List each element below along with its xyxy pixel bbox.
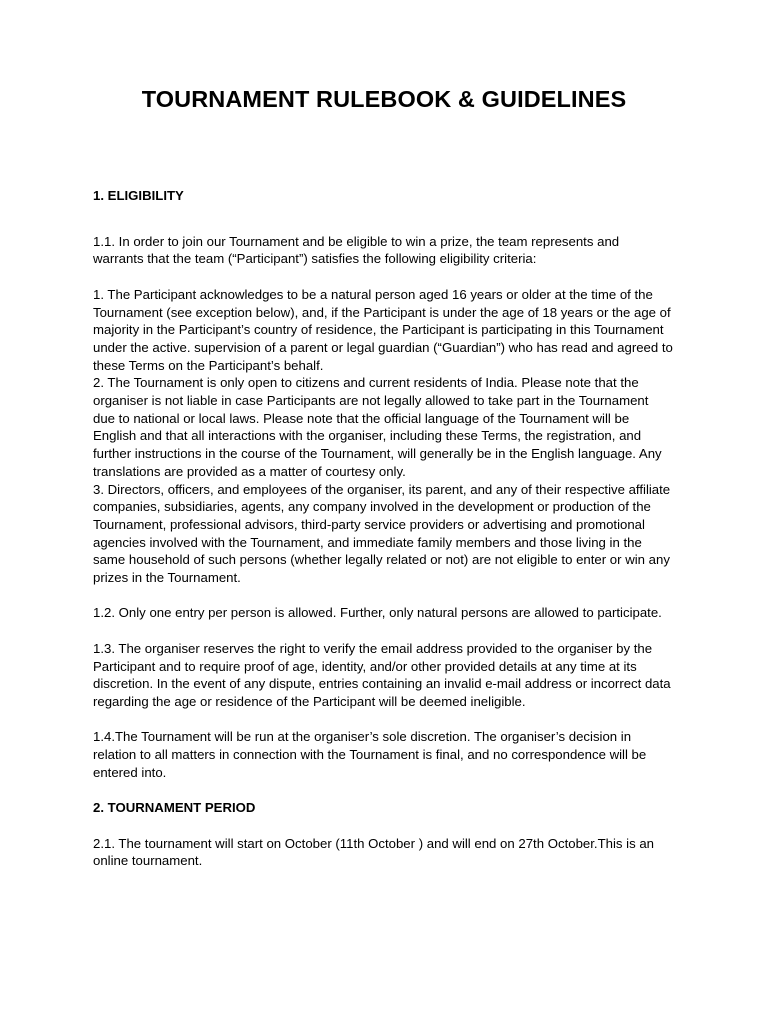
document-title: TOURNAMENT RULEBOOK & GUIDELINES [141, 86, 627, 112]
paragraph-2-1: 2.1. The tournament will start on October (11th October ) and will end on 27th October.This is an online tournament. [93, 835, 655, 869]
criteria-item: 2. The Tournament is only open to citizens and current residents of India. Please note that the organiser is not liable in case Participants are not legally allowed to take part in the Tournament due to national or local laws. Please note that the official language of the Tournament will be English and that all interactions with the organiser, including these Terms, the registration, and further instructions in the course of the Tournament, will generally be in the English language. Any translations are provided as a matter of courtesy only. [93, 375, 662, 479]
criteria-item: 3. Directors, officers, and employees of the organiser, its parent, and any of their respective affiliate companies, subsidiaries, agents, any company involved in the development or production of the Tournament, professional advisors, third-party service providers or advertising and promotional agencies involved with the Tournament, and immediate family members and those living in the same household of such persons (whether legally related or not) are not eligible to enter or win any prizes in the Tournament. [93, 481, 671, 586]
paragraph-1-4: 1.4.The Tournament will be run at the organiser’s sole discretion. The organiser’s decision in relation to all matters in connection with the Tournament is final, and no correspondence will be entered into. [93, 729, 647, 780]
eligibility-criteria-list [93, 286, 673, 587]
criteria-item: 1. The Participant acknowledges to be a natural person aged 16 years or older at the time of the Tournament (see exception below), and, if the Participant is under the age of 18 years or the age of majority in the Participant’s country of residence, the Participant is participating in this Tournament under the active. supervision of a parent or legal guardian (“Guardian”) who has read and agreed to these Terms on the Participant’s behalf. [93, 286, 673, 373]
section-heading-eligibility: 1. ELIGIBILITY [93, 188, 184, 203]
section-heading-tournament-period: 2. TOURNAMENT PERIOD [93, 800, 256, 816]
document-body [93, 187, 673, 870]
paragraph-1-3: 1.3. The organiser reserves the right to verify the email address provided to the organiser by the Participant and to require proof of age, identity, and/or other provided details at any time at its discretion. In the event of any dispute, entries containing an invalid e-mail address or incorrect data regarding the age or residence of the Participant will be deemed ineligible. [93, 640, 671, 709]
paragraph-1-2: 1.2. Only one entry per person is allowed. Further, only natural persons are allowed to participate. [93, 605, 662, 621]
paragraph-1-1: 1.1. In order to join our Tournament and be eligible to win a prize, the team represents and warrants that the team (“Participant”) satisfies the following eligibility criteria: [93, 233, 620, 267]
